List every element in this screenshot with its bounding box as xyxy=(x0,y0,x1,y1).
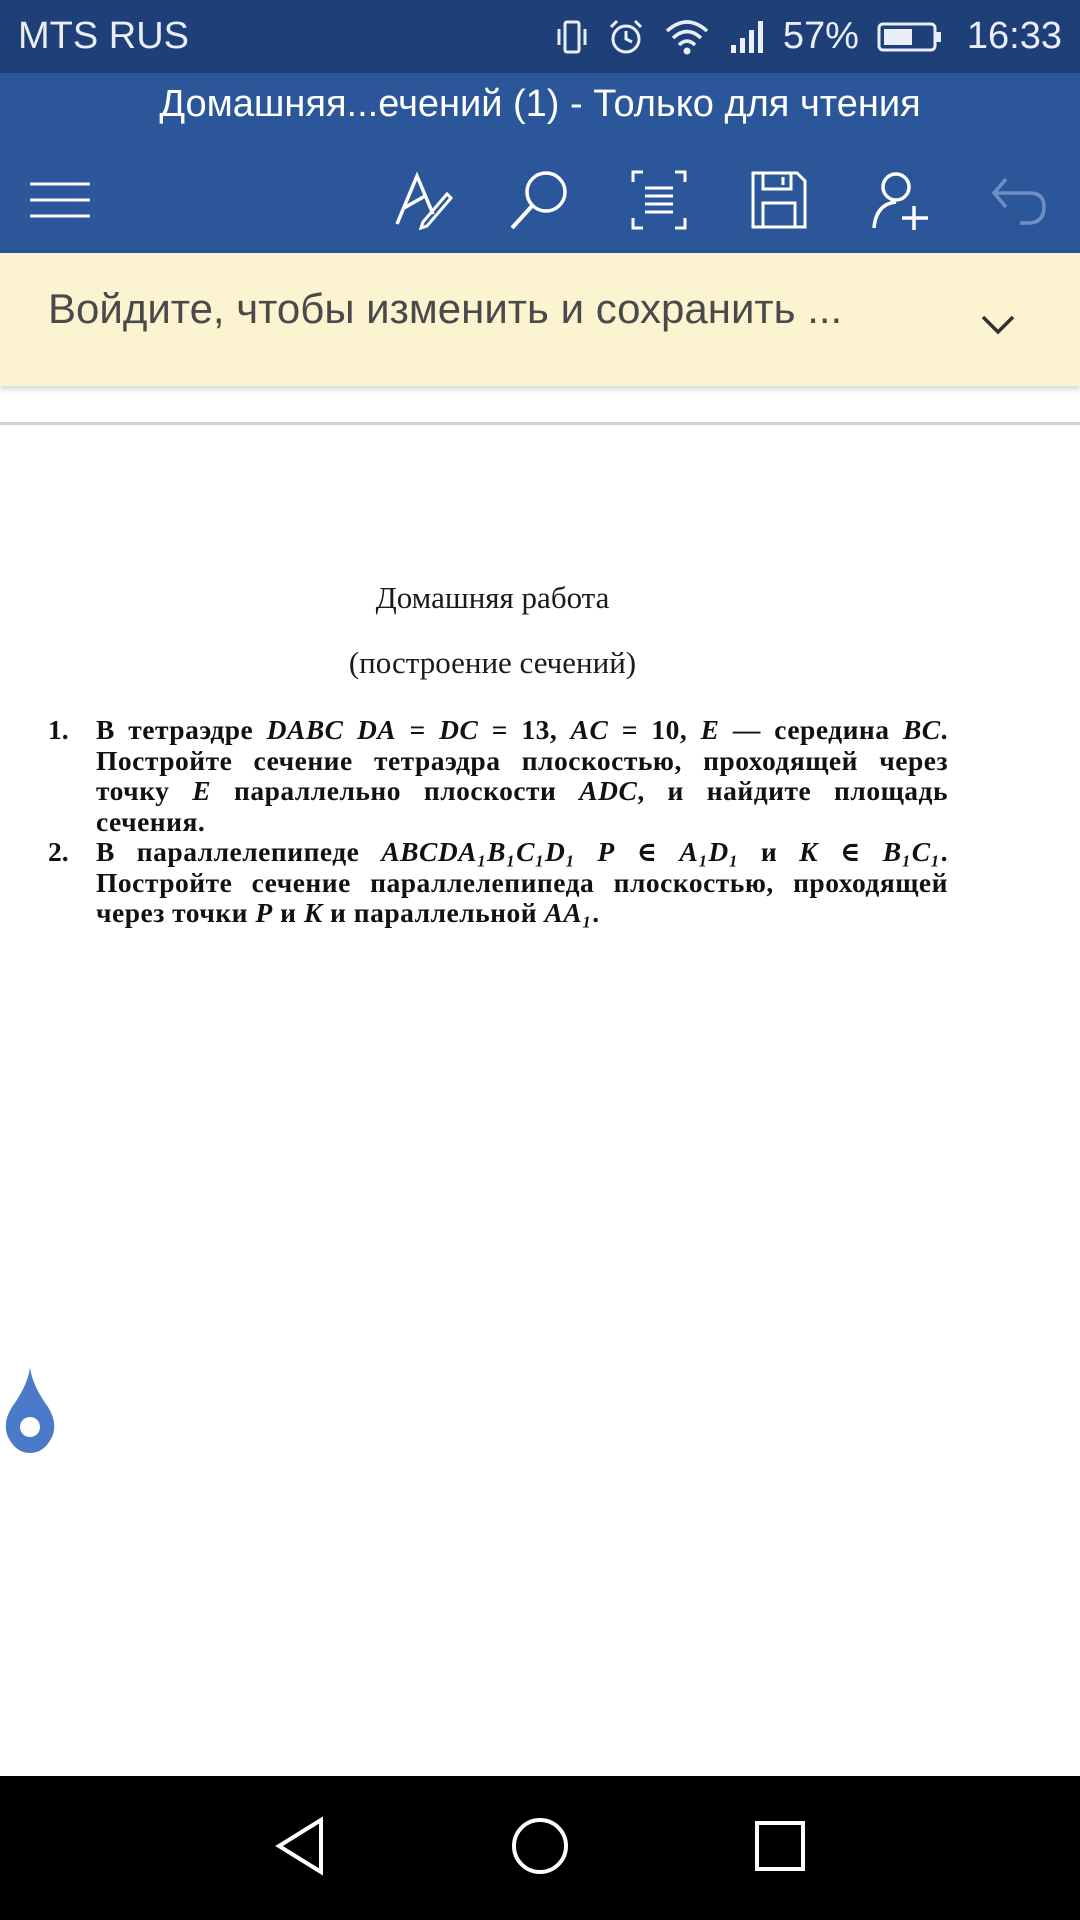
task-number: 2. xyxy=(48,836,69,867)
navigation-bar xyxy=(0,1776,1080,1920)
task-list xyxy=(48,715,948,929)
wifi-icon xyxy=(663,17,711,57)
share-button[interactable] xyxy=(855,155,945,245)
document-subheading: (построение сечений) xyxy=(348,645,637,680)
carrier-name: MTS RUS xyxy=(18,15,189,57)
recents-button[interactable] xyxy=(730,1798,830,1898)
task-number: 1. xyxy=(48,714,69,745)
back-button[interactable] xyxy=(250,1798,350,1898)
text-cursor-handle[interactable] xyxy=(0,1365,60,1455)
task-item xyxy=(48,715,948,837)
battery-icon xyxy=(877,19,943,55)
clock: 16:33 xyxy=(966,15,1062,57)
back-icon xyxy=(273,1816,327,1881)
save-icon xyxy=(751,171,807,229)
menu-button[interactable] xyxy=(15,155,105,245)
sign-in-banner[interactable] xyxy=(0,253,1080,386)
signal-icon xyxy=(729,17,765,57)
sign-in-banner-text: Войдите, чтобы изменить и сохранить ... xyxy=(48,285,843,332)
search-button[interactable] xyxy=(495,155,585,245)
document-heading: Домашняя работа xyxy=(375,580,610,615)
save-button[interactable] xyxy=(734,155,824,245)
chevron-down-icon[interactable] xyxy=(968,295,1028,355)
menu-icon xyxy=(28,180,92,220)
vibrate-icon xyxy=(555,17,589,57)
search-icon xyxy=(508,168,572,232)
share-icon xyxy=(870,170,930,230)
task-item xyxy=(48,837,948,929)
home-button[interactable] xyxy=(490,1798,590,1898)
draw-button[interactable] xyxy=(378,155,468,245)
toolbar xyxy=(0,155,1080,245)
reading-view-icon xyxy=(631,170,687,230)
undo-button[interactable] xyxy=(973,155,1063,245)
undo-icon xyxy=(990,175,1046,225)
task-text: В тетраэдре DABC DA = DC = 13, AC = 10, E — середина BC. Постройте сечение тетраэдра плоскостью, проходящей через точку E параллельно плоскости ADC, и найдите площадь сечения. xyxy=(96,714,948,837)
status-bar xyxy=(0,0,1080,73)
app-bar xyxy=(0,73,1080,253)
reading-view-button[interactable] xyxy=(614,155,704,245)
document-page[interactable] xyxy=(0,425,1080,1775)
task-text: В параллелепипеде ABCDA₁B₁C₁D₁ P ∈ A₁D₁ и K ∈ B₁C₁. Постройте сечение параллелепипеда плоскостью, проходящей через точки P и K и параллельной AA₁. xyxy=(96,836,949,928)
status-icons xyxy=(555,15,1062,58)
battery-percent: 57% xyxy=(782,15,859,57)
alarm-icon xyxy=(607,17,645,57)
home-icon xyxy=(510,1816,570,1881)
recents-icon xyxy=(754,1820,806,1877)
document-title: Домашняя...ечений (1) - Только для чтения xyxy=(159,83,921,125)
draw-icon xyxy=(393,170,453,230)
